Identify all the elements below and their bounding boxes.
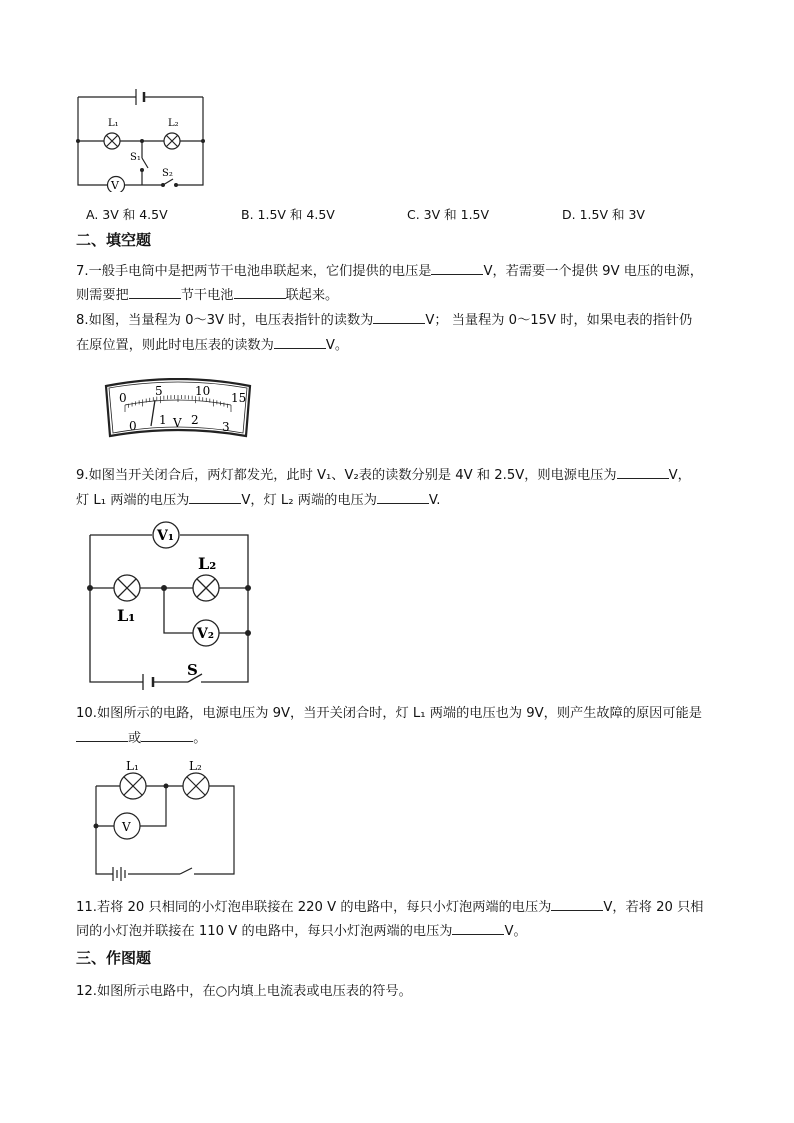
q7-line2: 则需要把 节干电池 联起来。	[76, 288, 339, 303]
q10-l1-label: L₁	[126, 759, 139, 773]
q7-blank-1[interactable]	[431, 262, 483, 275]
q10-line1: 10.如图所示的电路，电源电压为 9V，当开关闭合时，灯 L₁ 两端的电压也为 9V，则产生故障的原因可能是	[76, 706, 702, 721]
q9-line1: 9.如图当开关闭合后，两灯都发光，此时 V₁、V₂表的读数分别是 4V 和 2.5V，则电源电压为 V，	[76, 468, 691, 483]
q12-line1: 12.如图所示电路中，在○内填上电流表或电压表的符号。	[76, 984, 412, 999]
q9-v1-label: V₁	[157, 528, 174, 544]
dial-lower-1: 1	[159, 413, 167, 427]
fig-top-l1-label: L₁	[108, 118, 119, 129]
dial-upper-0: 0	[119, 391, 127, 405]
dial-upper-10: 10	[195, 384, 211, 398]
dial-lower-3: 3	[222, 420, 230, 434]
section-heading-fill: 二、填空题	[76, 231, 152, 249]
q7-blank-2[interactable]	[129, 286, 181, 299]
q7-line1: 7.一般手电筒中是把两节干电池串联起来，它们提供的电压是 V，若需要一个提供 9V 电压的电源，	[76, 264, 703, 279]
q8-line2: 在原位置，则此时电压表的读数为 V。	[76, 338, 349, 353]
q9-line2: 灯 L₁ 两端的电压为 V，灯 L₂ 两端的电压为 V.	[76, 493, 441, 508]
option-c[interactable]: C. 3V 和 1.5V	[407, 207, 490, 222]
q8-blank-2[interactable]	[274, 336, 326, 349]
q10-v-label: V	[122, 820, 131, 834]
q10-blank-2[interactable]	[141, 729, 193, 742]
q8-blank-1[interactable]	[373, 311, 425, 324]
q11-blank-2[interactable]	[452, 922, 504, 935]
dial-unit: V	[173, 416, 182, 430]
dial-lower-0: 0	[129, 419, 137, 433]
q9-blank-2[interactable]	[189, 491, 241, 504]
q9-blank-1[interactable]	[617, 466, 669, 479]
q10-blank-1[interactable]	[76, 729, 128, 742]
option-a[interactable]: A. 3V 和 4.5V	[86, 207, 168, 222]
q9-v2-label: V₂	[197, 626, 214, 642]
q9-l1-label: L₁	[117, 606, 136, 625]
fig-top-s2-label: S₂	[162, 168, 173, 179]
q9-blank-3[interactable]	[377, 491, 429, 504]
q11-line1: 11.若将 20 只相同的小灯泡串联接在 220 V 的电路中，每只小灯泡两端的电压为 V，若将 20 只相	[76, 900, 704, 915]
voltmeter-dial-figure	[103, 378, 253, 440]
dial-lower-2: 2	[191, 413, 199, 427]
circuit-diagram-top	[70, 80, 215, 192]
q8-line1: 8.如图，当量程为 0～3V 时，电压表指针的读数为 V； 当量程为 0～15V 时，如果电表的指针仍	[76, 313, 693, 328]
circuit-diagram-q9	[80, 515, 260, 695]
q7-blank-3[interactable]	[234, 286, 286, 299]
q11-line2: 同的小灯泡并联接在 110 V 的电路中，每只小灯泡两端的电压为 V。	[76, 924, 527, 939]
q9-s-label: S	[187, 661, 198, 679]
option-b[interactable]: B. 1.5V 和 4.5V	[241, 207, 335, 222]
q11-blank-1[interactable]	[551, 898, 603, 911]
dial-upper-15: 15	[231, 391, 247, 405]
circuit-diagram-q10	[88, 756, 243, 886]
fig-top-v-label: V	[111, 179, 119, 192]
fig-top-l2-label: L₂	[168, 118, 179, 129]
fig-top-s1-label: S₁	[130, 152, 141, 163]
q9-l2-label: L₂	[198, 554, 217, 573]
q10-line2: 或 。	[76, 729, 206, 749]
q10-l2-label: L₂	[189, 759, 202, 773]
option-d[interactable]: D. 1.5V 和 3V	[562, 207, 645, 222]
dial-upper-5: 5	[155, 384, 163, 398]
section-heading-draw: 三、作图题	[76, 949, 152, 967]
